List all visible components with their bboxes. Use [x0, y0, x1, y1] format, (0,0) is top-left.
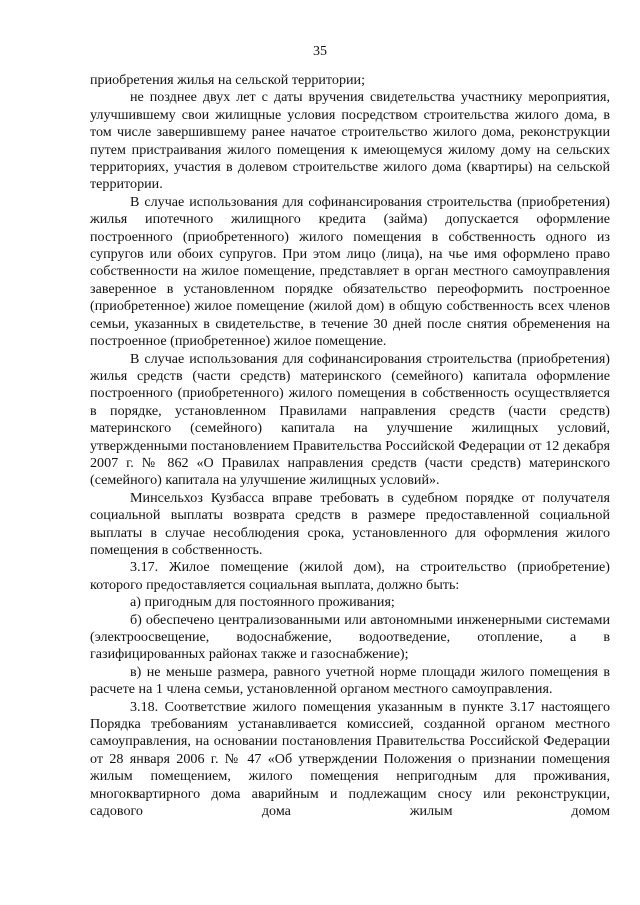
page-number: 35: [313, 44, 327, 59]
paragraph-continuation: приобретения жилья на сельской территории;: [90, 72, 365, 88]
paragraph-minselkhoz-refund: Минсельхоз Кузбасса вправе требовать в судебном порядке от получателя социальной выплаты возврата средств в размере предоставленной социальной выплаты в случае несоблюдения срока, установленного для оформления жилого помещения в собственность.: [90, 489, 610, 558]
paragraph-mortgage-ownership: В случае использования для софинансирования строительства (приобретения) жилья ипотечного жилищного кредита (займа) допускается оформление построенного (приобретенного) жилого помещения в собственность одного из супругов или обоих супругов. При этом лицо (лица), на чье имя оформлено право собственности на жилое помещение, представляет в орган местного самоуправления заверенное в установленном порядке обязательство переоформить построенное (приобретенное) жилое помещение (жилой дом) в общую собственность всех членов семьи, указанных в свидетельстве, в течение 30 дней после снятия обременения на построенное (приобретенное) жилое помещение.: [90, 193, 610, 350]
list-item-b: б) обеспечено централизованными или автономными инженерными системами (электроосвещение, водоснабжение, водоотведение, отопление, а в газифицированных районах также и газоснабжение);: [90, 611, 610, 663]
paragraph-deadline-two-years: не позднее двух лет с даты вручения свидетельства участнику мероприятия, улучшившему свои жилищные условия посредством строительства жилого дома, в том числе завершившему ранее начатое строительство жилого дома, реконструкции путем пристраивания жилого помещения к имеющемуся жилому дому на сельских территориях, участия в долевом строительстве жилого дома (квартиры) на сельской территории.: [90, 89, 610, 193]
list-item-v: в) не меньше размера, равного учетной норме площади жилого помещения в расчете на 1 члена семьи, установленной органом местного самоуправления.: [90, 663, 610, 698]
paragraph-section-3-17: 3.17. Жилое помещение (жилой дом), на строительство (приобретение) которого предоставляется социальная выплата, должно быть:: [90, 559, 610, 593]
paragraph-section-3-18: 3.18. Соответствие жилого помещения указанным в пункте 3.17 настоящего Порядка требованиям устанавливается комиссией, созданной органом местного самоуправления, на основании постановления Правительства Российской Федерации от 28 января 2006 г. № 47 «Об утверждении Положения о признании помещения жилым помещением, жилого помещения непригодным для проживания, многоквартирного дома аварийным и подлежащим сносу или реконструкции, садового дома жилым домом: [90, 698, 610, 820]
paragraph-maternity-capital: В случае использования для софинансирования строительства (приобретения) жилья средств (части средств) материнского (семейного) капитала оформление построенного (приобретенного) жилого помещения в собственность осуществляется в порядке, установленном Правилами направления средств (части средств) материнского (семейного) капитала на улучшение жилищных условий, утвержденными постановлением Правительства Российской Федерации от 12 декабря 2007 г. № 862 «О Правилах направления средств (части средств) материнского (семейного) капитала на улучшение жилищных условий».: [90, 350, 610, 489]
body-text: [90, 72, 610, 820]
list-item-a: а) пригодным для постоянного проживания;: [130, 594, 395, 611]
